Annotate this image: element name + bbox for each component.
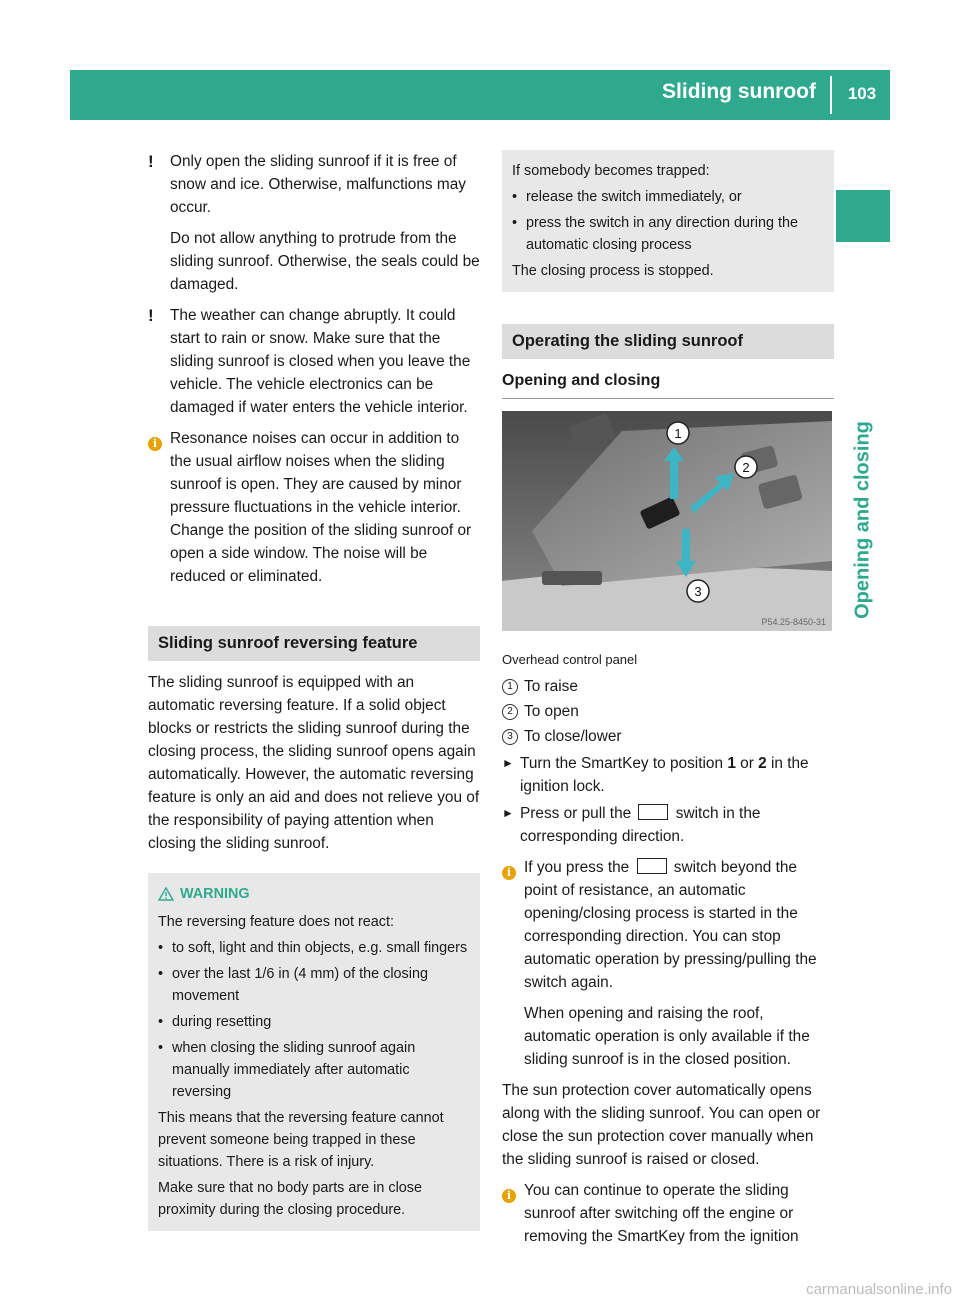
- warning-triangle-icon: [158, 887, 174, 901]
- reversing-text: The sliding sunroof is equipped with an automatic reversing feature. If a solid object blocks or restricts the sliding sunroof during the closing process, the sliding sunroof opens again automatically. However, the automatic reversing feature is only an aid and does not relieve you of the responsibility of paying attention when closing the sliding sunroof.: [148, 674, 480, 852]
- info-note-1-text: Resonance noises can occur in addition to the usual airflow noises when the sliding sunroof is open. They are caused by minor pressure fluctuations in the vehicle interior. Change the position of the sliding sunroof or open a side window. The noise will be reduced or eliminated.: [170, 430, 472, 585]
- callout-1: 1: [674, 426, 682, 441]
- step2-post: switch in the corresponding direction.: [520, 805, 761, 845]
- number-circle: 3: [502, 729, 518, 745]
- info-icon: i: [148, 437, 162, 451]
- section-title-operating: Operating the sliding sunroof: [502, 324, 834, 359]
- right-column: [502, 150, 834, 1256]
- warning-item: • over the last 1/6 in (4 mm) of the closing movement: [158, 963, 472, 1007]
- exclamation-icon: !: [148, 152, 154, 171]
- trapped-item: • press the switch in any direction during the automatic closing process: [512, 212, 826, 256]
- left-column: [148, 150, 480, 1231]
- info2-post: switch beyond the point of resistance, an automatic opening/closing process is started in the corresponding direction. You can stop automatic operation by pressing/pulling the switch again.: [524, 859, 817, 991]
- warning-intro: The reversing feature does not react:: [158, 914, 394, 930]
- side-tab: [836, 190, 890, 790]
- callout-2: 2: [742, 460, 750, 475]
- numbered-item: [502, 700, 834, 723]
- step1-position-2: 2: [758, 755, 767, 772]
- warning-item: • when closing the sliding sunroof again manually immediately after automatic reversing: [158, 1037, 472, 1103]
- step1-pre: Turn the SmartKey to position: [520, 755, 728, 772]
- photo-code: P54.25-8450-31: [761, 617, 826, 627]
- side-tab-label: Opening and closing: [851, 421, 874, 619]
- numbered-item-text: To open: [524, 703, 579, 720]
- photo-caption: Overhead control panel: [502, 652, 638, 667]
- warning-item: • to soft, light and thin objects, e.g. small fingers: [158, 937, 472, 959]
- step-arrow-icon: ►: [502, 756, 514, 770]
- info-note-1: [148, 427, 480, 588]
- caution-note-1: [148, 150, 480, 219]
- warning-item: • during resetting: [158, 1011, 472, 1033]
- warning-box: [148, 873, 480, 1231]
- numbered-item: [502, 725, 834, 748]
- caution-note-2: [148, 304, 480, 419]
- warning-p1: This means that the reversing feature cannot prevent someone being trapped in these situations. There is a risk of injury.: [158, 1110, 444, 1170]
- info2-pre: If you press the: [524, 859, 634, 876]
- page-header: [70, 70, 890, 120]
- instruction-step-2: [502, 802, 834, 848]
- step1-position-1: 1: [727, 755, 736, 772]
- caution-note-1-cont: Do not allow anything to protrude from the sliding sunroof. Otherwise, the seals could be damaged.: [170, 230, 480, 293]
- exclamation-icon: !: [148, 306, 154, 325]
- number-circle: 2: [502, 704, 518, 720]
- warning-p2: Make sure that no body parts are in close proximity during the closing procedure.: [158, 1180, 422, 1218]
- subheading-opening-closing: Opening and closing: [502, 369, 834, 399]
- switch-symbol-icon: [637, 858, 667, 874]
- trapped-outro: The closing process is stopped.: [512, 263, 714, 279]
- info-note-3: [502, 1179, 834, 1248]
- warning-heading: [158, 883, 472, 905]
- callout-3: 3: [694, 584, 702, 599]
- trapped-item: • release the switch immediately, or: [512, 186, 826, 208]
- sun-protection-paragraph: The sun protection cover automatically opens along with the sliding sunroof. You can open or close the sun protection cover manually when the sliding sunroof is raised or closed.: [502, 1082, 821, 1168]
- step2-pre: Press or pull the: [520, 805, 636, 822]
- header-title: Sliding sunroof: [662, 80, 816, 103]
- overhead-control-panel-photo: [502, 411, 832, 631]
- step1-mid: or: [735, 755, 759, 772]
- watermark: carmanualsonline.info: [806, 1281, 952, 1298]
- info-icon: i: [502, 866, 516, 880]
- info-icon: i: [502, 1189, 516, 1203]
- numbered-item: [502, 675, 834, 698]
- info-note-2-cont: When opening and raising the roof, automatic operation is only available if the sliding sunroof is in the closed position.: [524, 1005, 810, 1068]
- caution-note-2-text: The weather can change abruptly. It could start to rain or snow. Make sure that the sliding sunroof is closed when you leave the vehicle. The vehicle electronics can be damaged if water enters the vehicle interior.: [170, 307, 471, 416]
- section-title-reversing: Sliding sunroof reversing feature: [148, 626, 480, 661]
- info-note-3-text: You can continue to operate the sliding sunroof after switching off the engine or removing the SmartKey from the ignition: [524, 1182, 799, 1245]
- step-arrow-icon: ►: [502, 806, 514, 820]
- step1-post: in the ignition lock.: [520, 755, 809, 795]
- header-separator: [830, 76, 832, 114]
- number-circle: 1: [502, 679, 518, 695]
- instruction-step-1: [502, 752, 834, 798]
- side-tab-block: [836, 190, 890, 242]
- info-note-2: [502, 856, 834, 994]
- page-number: 103: [847, 84, 877, 103]
- warning-title: WARNING: [180, 886, 250, 902]
- trapped-box: [502, 150, 834, 292]
- numbered-item-text: To raise: [524, 678, 578, 695]
- numbered-item-text: To close/lower: [524, 728, 622, 745]
- caution-note-1-text: Only open the sliding sunroof if it is free of snow and ice. Otherwise, malfunctions may occur.: [170, 153, 466, 216]
- trapped-intro: If somebody becomes trapped:: [512, 163, 710, 179]
- switch-symbol-icon: [638, 804, 668, 820]
